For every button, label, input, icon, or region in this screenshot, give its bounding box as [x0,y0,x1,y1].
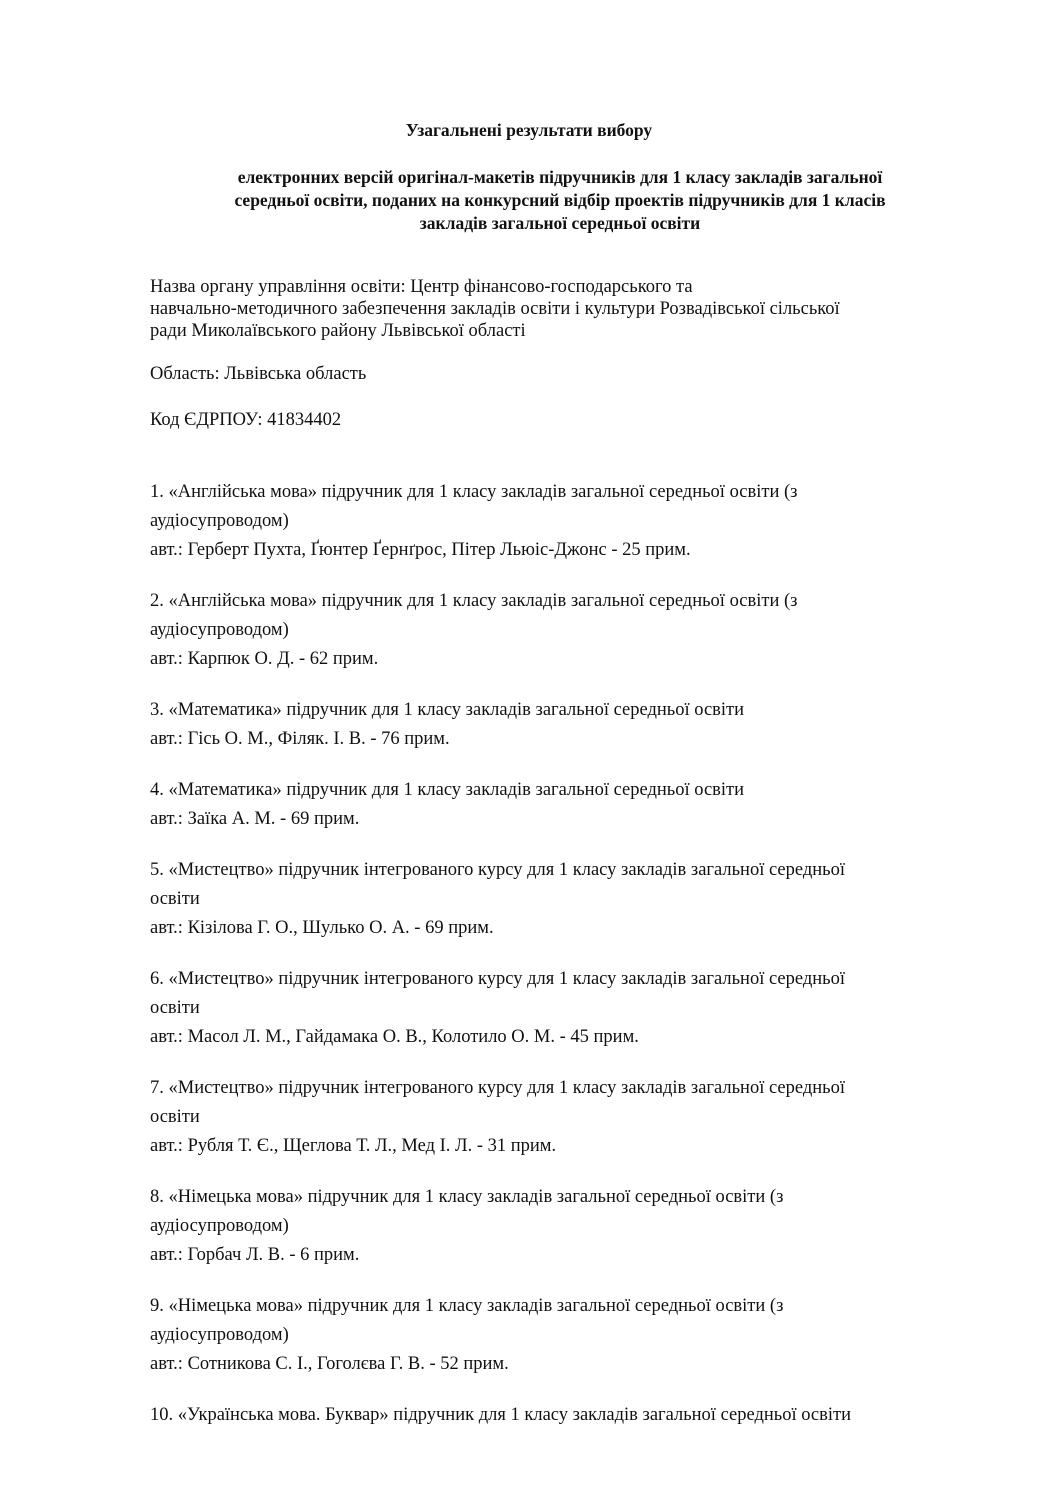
document-subtitle [150,166,970,235]
org-line: Назва органу управління освіти: Центр фінансово-господарського та [150,277,693,297]
textbook-title-line: 9. «Німецька мова» підручник для 1 класу закладів загальної середньої освіти (з [150,1296,784,1316]
textbook-item [150,696,1010,754]
textbook-authors: авт.: Масол Л. М., Гайдамака О. В., Колотило О. М. - 45 прим. [150,1027,639,1047]
textbook-authors: авт.: Рубля Т. Є., Щеглова Т. Л., Мед І. Л. - 31 прим. [150,1136,557,1156]
textbook-authors: авт.: Горбач Л. В. - 6 прим. [150,1245,360,1265]
region-field: Область: Львівська область [150,364,367,384]
textbook-item [150,1183,1010,1270]
subtitle-line: закладів загальної середньої освіти [419,213,701,233]
textbook-title-line: 10. «Українська мова. Буквар» підручник для 1 класу закладів загальної середньої освіти [150,1405,851,1425]
textbook-title-line: аудіосупроводом) [150,1325,289,1345]
textbook-title-line: 7. «Мистецтво» підручник інтегрованого курсу для 1 класу закладів загальної середньої [150,1078,845,1098]
textbook-authors: авт.: Гісь О. М., Філяк. І. В. - 76 прим. [150,729,450,749]
org-line: ради Миколаївського району Львівської області [150,321,526,341]
textbook-title-line: 4. «Математика» підручник для 1 класу закладів загальної середньої освіти [150,780,745,800]
textbook-title-line: 6. «Мистецтво» підручник інтегрованого курсу для 1 класу закладів загальної середньої [150,969,845,989]
edrpou-field: Код ЄДРПОУ: 41834402 [150,410,342,430]
subtitle-line: електронних версій оригінал-макетів підручників для 1 класу закладів загальної [237,167,883,187]
org-line: навчально-методичного забезпечення закладів освіти і культури Розвадівської сільської [150,299,840,319]
textbook-authors: авт.: Сотникова С. І., Гоголєва Г. В. - 52 прим. [150,1354,509,1374]
textbook-item [150,587,1010,674]
textbook-item [150,478,1010,565]
textbook-title-line: аудіосупроводом) [150,511,289,531]
textbook-item [150,965,1010,1052]
textbook-authors: авт.: Герберт Пухта, Ґюнтер Ґернґрос, Пітер Льюіс-Джонс - 25 прим. [150,540,691,560]
subtitle-line: середньої освіти, поданих на конкурсний відбір проектів підручників для 1 класів [234,190,886,210]
textbook-item [150,856,1010,943]
textbook-item [150,1292,1010,1379]
textbook-title-line: 2. «Англійська мова» підручник для 1 класу закладів загальної середньої освіти (з [150,591,798,611]
textbook-authors: авт.: Кізілова Г. О., Шулько О. А. - 69 прим. [150,918,494,938]
textbook-title-line: 5. «Мистецтво» підручник інтегрованого курсу для 1 класу закладів загальної середньої [150,860,845,880]
textbook-title-line: освіти [150,998,200,1018]
textbook-title-line: аудіосупроводом) [150,1216,289,1236]
textbook-item [150,1074,1010,1161]
document-title: Узагальнені результати вибору [405,120,653,140]
organization-name [150,276,980,342]
textbook-title-line: освіти [150,889,200,909]
textbook-list [150,478,1010,1452]
textbook-authors: авт.: Заїка А. М. - 69 прим. [150,809,360,829]
textbook-authors: авт.: Карпюк О. Д. - 62 прим. [150,649,379,669]
textbook-item [150,1401,1010,1430]
textbook-item [150,776,1010,834]
textbook-title-line: 8. «Німецька мова» підручник для 1 класу закладів загальної середньої освіти (з [150,1187,784,1207]
textbook-title-line: аудіосупроводом) [150,620,289,640]
textbook-title-line: 3. «Математика» підручник для 1 класу закладів загальної середньої освіти [150,700,745,720]
textbook-title-line: освіти [150,1107,200,1127]
textbook-title-line: 1. «Англійська мова» підручник для 1 класу закладів загальної середньої освіти (з [150,482,798,502]
